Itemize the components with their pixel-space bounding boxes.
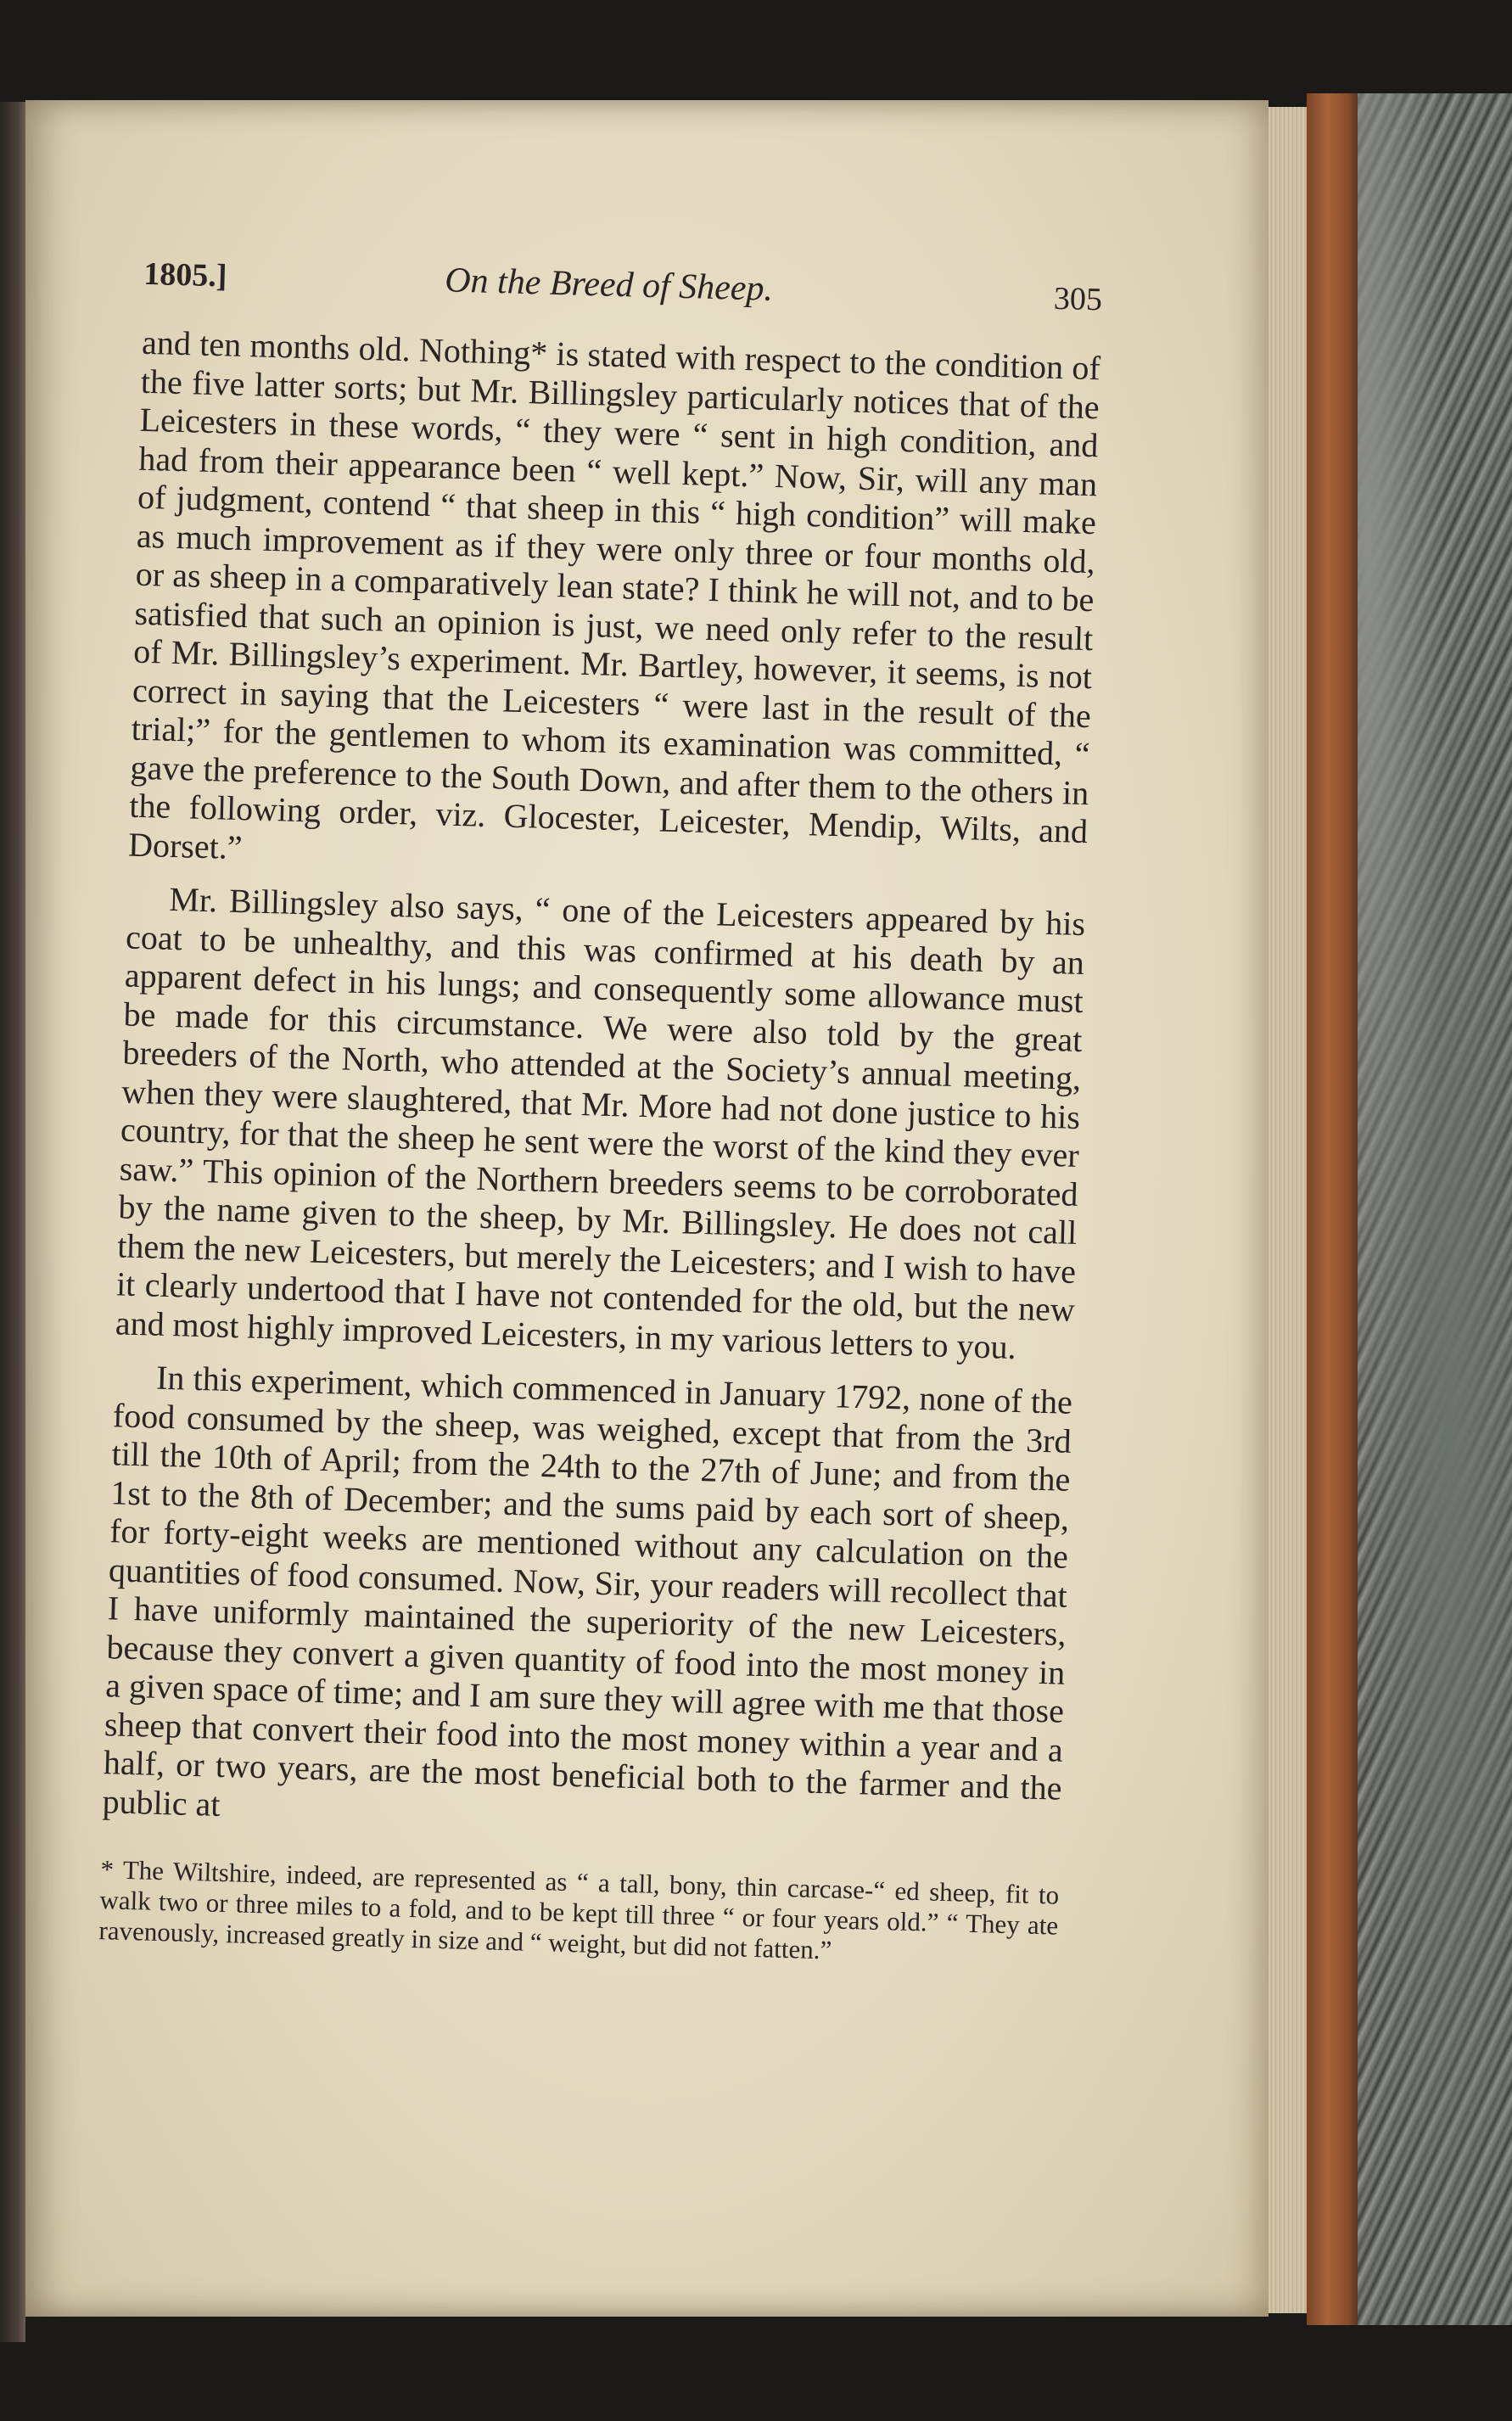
running-head-date: 1805.] xyxy=(143,255,228,294)
paragraph: Mr. Billingsley also says, “ one of the Leicesters appeared by his coat to be unhealthy, and this was confirmed at his death by an apparent defect in his lungs; and consequently some allowance must be made for this circumstance. We were also told by the great breeders of the North, who attended at the Society’s annual meeting, when they were slaughtered, that Mr. More had not done justice to his country, for that the sheep he sent were the worst of the kind they ever saw.” This opinion of the Northern breeders seems to be corroborated by the name given to the sheep, by Mr. Billingsley. He does not call them the new Leicesters, but merely the Leicesters; and I wish to have it clearly undertood that I have not contended for the old, but the new and most highly improved Leicesters, in my various letters to you. xyxy=(115,879,1086,1366)
body-text xyxy=(102,323,1100,1847)
paragraph: In this experiment, which commenced in January 1792, none of the food consumed by the sheep, was weighed, except that from the 3rd till the 10th of April; from the 24th to the 27th of June; and from the 1st to the 8th of December; and the sums paid by each sort of sheep, for forty-eight weeks are mentioned without any calculation on the quantities of food consumed. Now, Sir, your readers will recollect that I have uniformly maintained the superiority of the new Leicesters, because they convert a given quantity of food into the most money in a given space of time; and I am sure they will agree with me that those sheep that convert their food into the most money within a year and a half, or two years, are the most beneficial both to the farmer and the public at xyxy=(102,1358,1073,1824)
page-edges xyxy=(1268,107,1307,2313)
page-number: 305 xyxy=(1053,280,1103,318)
page-text-block xyxy=(73,255,1102,1972)
running-head-title: On the Breed of Sheep. xyxy=(444,261,774,309)
paragraph: and ten months old. Nothing* is stated with respect to the condition of the five latter sorts; but Mr. Billingsley particularly notices that of the Leicesters in these words, “ they were “ sent in high condition, and had from their appearance been “ well kept.” Now, Sir, will any man of judgment, contend “ that sheep in this “ high condition” will make as much improvement as if they were only three or four months old, or as sheep in a comparatively lean state? I think he will not, and to be satisfied that such an opinion is just, we need only refer to the result of Mr. Billingsley’s experiment. Mr. Bartley, however, it seems, is not correct in saying that the Leicesters “ were last in the result of the trial;” for the gentlemen to whom its examination was committed, “ gave the preference to the South Down, and after them to the others in the following order, viz. Glocester, Leicester, Mendip, Wilts, and Dorset.” xyxy=(127,322,1101,866)
footnote: * The Wiltshire, indeed, are represented as “ a tall, bony, thin carcase-“ ed sheep, fit to walk two or three miles to a fold, and to be kept till three “ or four years old.” “ They ate ravenously, increased greatly in size and “ weight, but did not fatten.” xyxy=(98,1854,1060,1965)
leather-spine xyxy=(1307,93,1358,2325)
left-book-cover xyxy=(0,102,25,2342)
